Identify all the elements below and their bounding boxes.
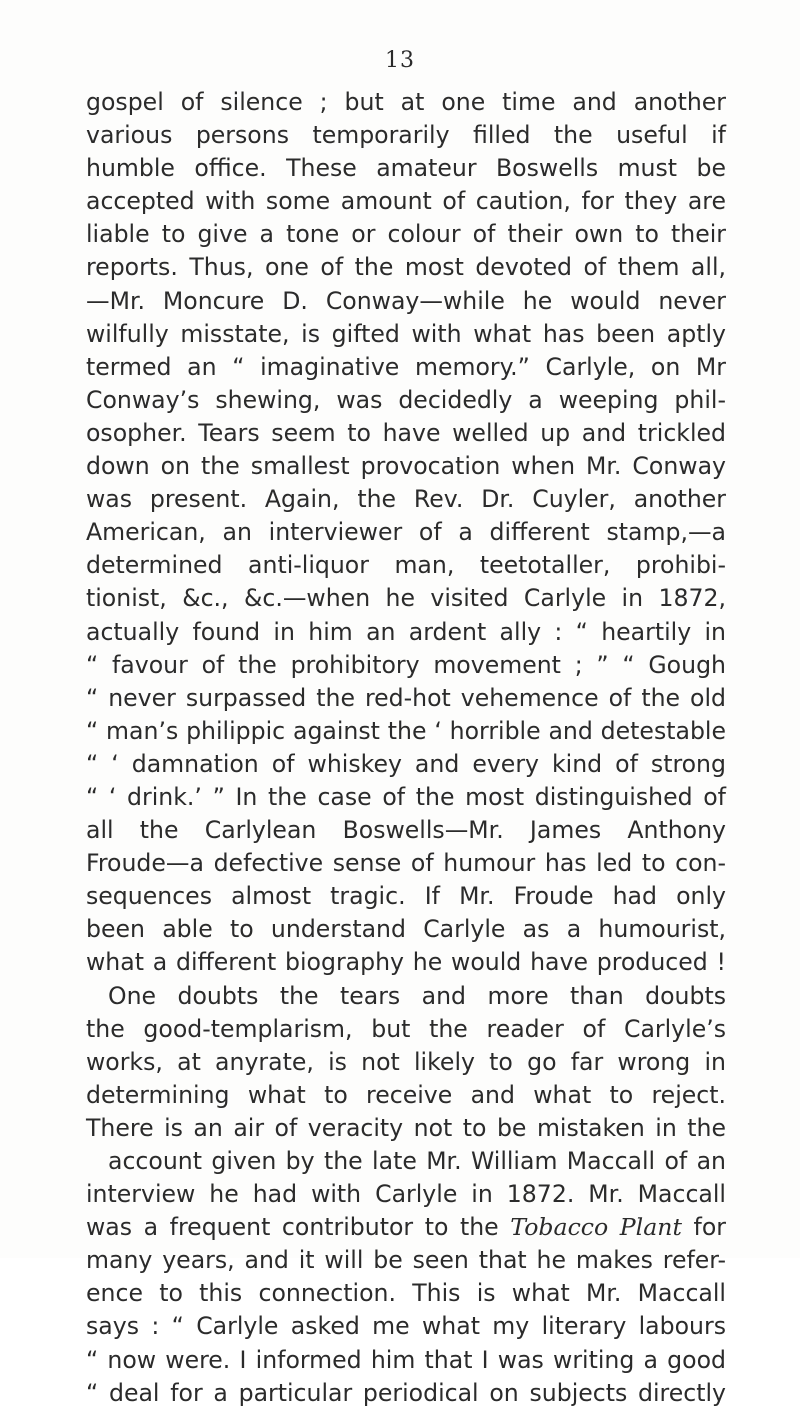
- text-line: osopher. Tears seem to have welled up and trickled: [86, 418, 726, 447]
- text-line: was a frequent contributor to the Tobacco Plant for: [86, 1213, 726, 1242]
- text-line: Froude—a defective sense of humour has led to con-: [86, 849, 726, 878]
- text-line: all the Carlylean Boswells—Mr. James Anthony: [86, 816, 726, 845]
- text-line: account given by the late Mr. William Maccall of an: [108, 1147, 726, 1175]
- text-line: “ now were. I informed him that I was writing a good: [86, 1345, 726, 1374]
- text-line: “ man’s philippic against the ‘ horrible and detestable: [86, 716, 726, 745]
- text-line: American, an interviewer of a different stamp,—a: [86, 518, 726, 547]
- text-line: tionist, &c., &c.—when he visited Carlyle in 1872,: [86, 584, 726, 613]
- text-line: —Mr. Moncure D. Conway—while he would never: [86, 286, 726, 315]
- text-line: ence to this connection. This is what Mr. Maccall: [86, 1279, 726, 1308]
- text-line: humble office. These amateur Boswells must be: [86, 154, 726, 183]
- text-line: determined anti-liquor man, teetotaller, prohibi-: [86, 551, 726, 580]
- text-line: gospel of silence ; but at one time and another: [86, 88, 726, 116]
- body-text: [86, 86, 726, 1410]
- text-line: One doubts the tears and more than doubts: [108, 981, 726, 1010]
- text-line: the good-templarism, but the reader of Carlyle’s: [86, 1014, 726, 1043]
- text-line: wilfully misstate, is gifted with what has been aptly: [86, 319, 726, 348]
- text-line: down on the smallest provocation when Mr. Conway: [86, 452, 726, 481]
- text-line: interview he had with Carlyle in 1872. Mr. Maccall: [86, 1180, 726, 1209]
- text-line: says : “ Carlyle asked me what my literary labours: [86, 1312, 726, 1341]
- text-line: termed an “ imaginative memory.” Carlyle, on Mr: [86, 352, 726, 381]
- text-line: liable to give a tone or colour of their own to their: [86, 220, 726, 249]
- text-line: many years, and it will be seen that he makes refer-: [86, 1246, 726, 1275]
- text-line: “ favour of the prohibitory movement ; ” “ Gough: [86, 650, 726, 679]
- text-line: various persons temporarily filled the useful if: [86, 121, 726, 150]
- text-line: been able to understand Carlyle as a humourist,: [86, 915, 726, 944]
- text-line: sequences almost tragic. If Mr. Froude had only: [86, 882, 726, 911]
- text-line: accepted with some amount of caution, for they are: [86, 187, 726, 216]
- text-line: “ never surpassed the red-hot vehemence of the old: [86, 683, 726, 712]
- text-line: reports. Thus, one of the most devoted of them all,: [86, 253, 726, 282]
- text-line: actually found in him an ardent ally : “ heartily in: [86, 617, 726, 646]
- text-line: was present. Again, the Rev. Dr. Cuyler, another: [86, 485, 726, 514]
- text-line: “ ‘ damnation of whiskey and every kind of strong: [86, 749, 726, 778]
- text-line: determining what to receive and what to reject.: [86, 1080, 726, 1109]
- text-line: “ deal for a particular periodical on subjects directly: [86, 1378, 726, 1407]
- text-line: what a different biography he would have produced !: [86, 948, 726, 977]
- page-number: 13: [385, 48, 415, 73]
- text-line: There is an air of veracity not to be mistaken in the: [86, 1113, 726, 1142]
- text-line: Conway’s shewing, was decidedly a weeping phil-: [86, 385, 726, 414]
- periodical-title: Tobacco Plant: [510, 1213, 682, 1242]
- text-line: works, at anyrate, is not likely to go far wrong in: [86, 1047, 726, 1076]
- text-line: “ ‘ drink.’ ” In the case of the most distinguished of: [86, 782, 726, 811]
